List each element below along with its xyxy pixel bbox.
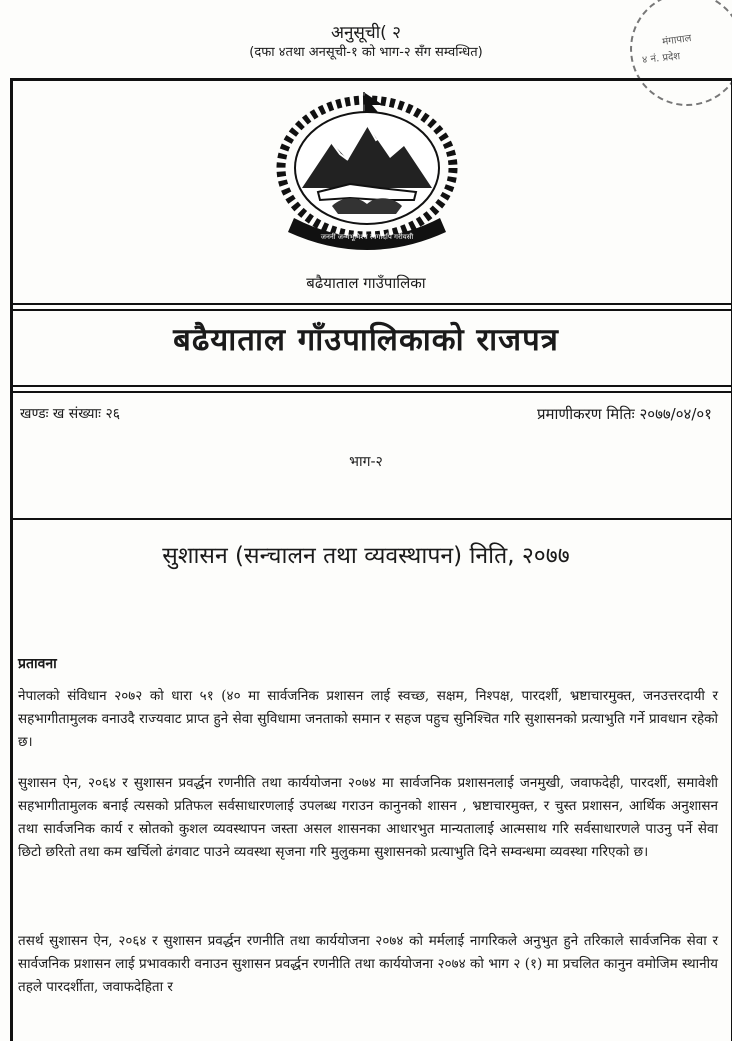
paragraph: नेपालको संविधान २०७२ को धारा ५१ (४० मा सार्वजनिक प्रशासन लाई स्वच्छ, सक्षम, निश्पक्ष, पारदर्शी, भ्रष्टाचारमुक्त, जनउत्तरदायी र सहभागीतामुलक वनाउदै राज्यवाट प्राप्त हुने सेवा सुविधामा जनताको समान र सहज पहुच सुनिश्चित गरि सुशासनको प्रत्याभुति गर्ने प्रावधान रहेको छ।	[18, 688, 718, 750]
divider	[10, 303, 731, 305]
volume-number: खण्डः ख संख्याः २६	[20, 406, 121, 422]
certification-date: प्रमाणीकरण मितिः २०७७/०४/०१	[537, 405, 712, 423]
nepal-emblem-icon	[270, 88, 465, 253]
paragraph: सुशासन ऐन, २०६४ र सुशासन प्रवर्द्धन रणनीति तथा कार्ययोजना २०७४ मा सार्वजनिक प्रशासनलाई जनमुखी, जवाफदेही, पारदर्शी, समावेशी सहभागीतामुलक बनाई त्यसको प्रतिफल सर्वसाधारणलाई उपलब्ध गराउन कानुनको शासन , भ्रष्टाचारमुक्त, र चुस्त प्रशासन, आर्थिक अनुशासन तथा सार्वजनिक कार्य र स्रोतको कुशल व्यवस्थापन जस्ता असल शासनका आधारभुत मान्यतालाई आत्मसाथ गरि सर्वसाधारणले पाउनु पर्ने सेवा छिटो छरितो तथा कम खर्चिलो ढंगवाट पाउने व्यवस्था सृजना गरि मुलुकमा सुशासनको प्रत्याभुति दिने सम्वन्धमा व्यवस्था गरिएको छ।	[18, 775, 718, 860]
part-label: भाग-२	[349, 454, 383, 470]
annex-title: अनुसूची( २	[331, 23, 401, 43]
divider	[10, 309, 731, 311]
gazette-title: बढैयाताल गाँउपालिकाको राजपत्र	[173, 322, 559, 358]
divider	[10, 391, 731, 393]
stamp-line: ४ नं. प्रदेश	[641, 51, 681, 66]
divider	[10, 385, 731, 387]
municipality-name: बढैयाताल गाउँपालिका	[306, 274, 426, 292]
preamble-heading: प्रतावना	[18, 656, 57, 672]
policy-title: सुशासन (सन्चालन तथा व्यवस्थापन) निति, २०७७	[162, 543, 570, 569]
stamp-line: मंगापाल	[661, 33, 693, 48]
emblem-motto: जननी जन्मभूमिश्च स्वर्गादपि गरीयसी	[320, 233, 414, 241]
divider	[10, 518, 731, 520]
paragraph: तसर्थ सुशासन ऐन, २०६४ र सुशासन प्रवर्द्धन रणनीति तथा कार्ययोजना २०७४ को मर्मलाई नागरिकले अनुभुत हुने तरिकाले सार्वजनिक सेवा र सार्वजनिक प्रशासन लाई प्रभावकारी वनाउन सुशासन प्रवर्द्धन रणनीति तथा कार्ययोजना २०७४ को भाग २ (१) मा प्रचलित कानुन वमोजिम स्थानीय तहले पारदर्शीता, जवाफदेहिता र	[18, 933, 718, 995]
annex-subtitle: (दफा ४तथा अनसूची-१ को भाग-२ सँग सम्वन्धित)	[249, 45, 483, 60]
